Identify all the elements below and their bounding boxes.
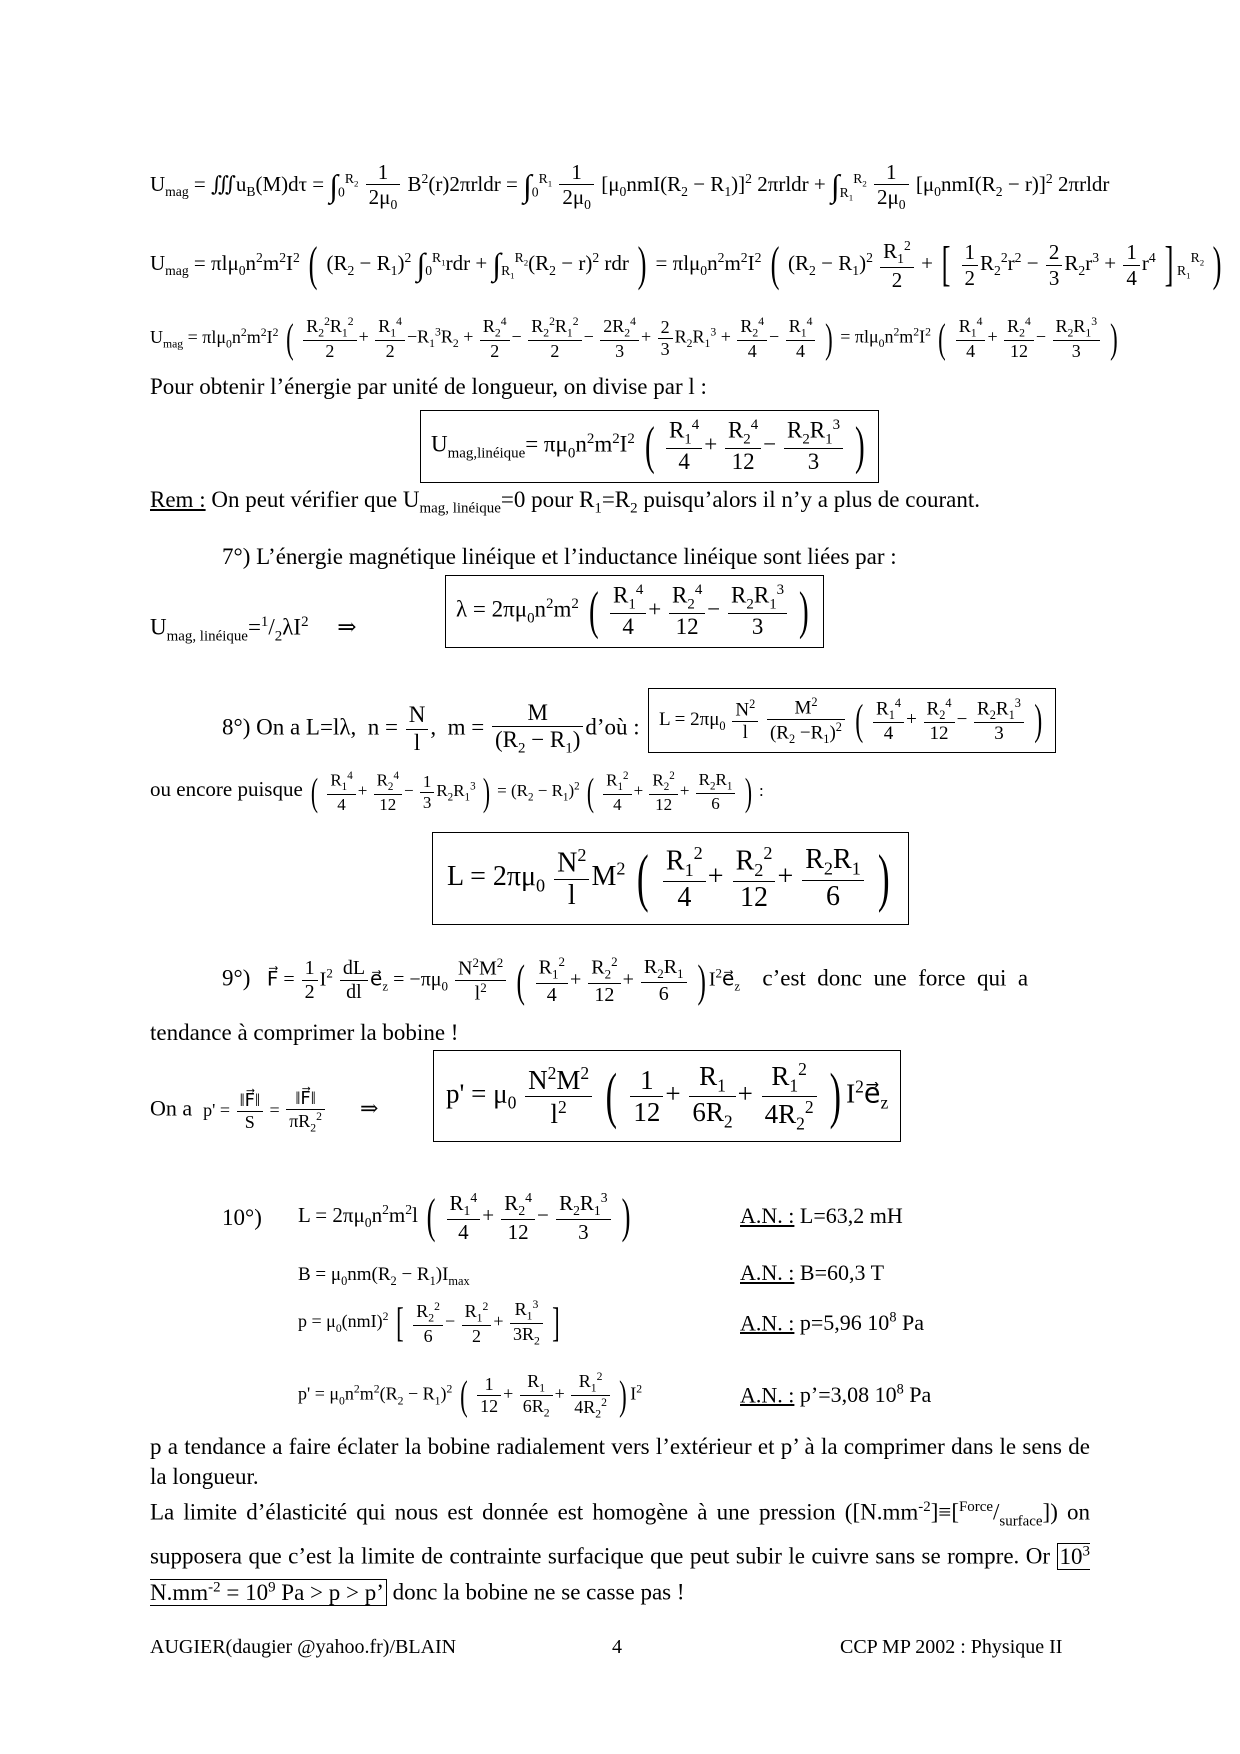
equation-umag-expanded: $U_{mag} = \pi l\mu_0n^2m^2I^2$ ( $(R_2 - R_1)^2$ $\int_0^{R_1}rdr + \int_{R_1}^{R_2}(R_2 - r)^2$ rdr ) = $\pi l\mu_0n^2m^2I^2$ ( $(R_2 - R_1)^2$ $\frac{R_1^2}{2}$ + [ $\frac{1}{2}$ $R_2^2r^2$ − $\frac{2}{3}$ $R_2r^3$ + $\frac{1}{4}$ $r^4$ ] $_{R_1}^{R_2}$ ) xyxy=(150,237,1222,292)
question-9-pressure-def: On a p' = $\frac{‖F⃗‖}{S}$ = $\frac{‖F⃗‖}{\pi R_2^2}$ ⇒ xyxy=(150,1088,379,1135)
question-9-conclusion: tendance à comprimer la bobine ! xyxy=(150,1020,459,1045)
question-10-label: 10°) xyxy=(222,1205,262,1230)
question-7-relation: $U_{mag, linéique}=^1/_2\lambda I^2$ ⇒ xyxy=(150,614,357,645)
question-7-heading: 7°) L’énergie magnétique linéique et l’inductance linéique sont liées par : xyxy=(222,544,897,569)
footer-author: AUGIER(daugier @yahoo.fr)/BLAIN xyxy=(150,1636,457,1658)
an-L: A.N. : L=63,2 mH xyxy=(740,1203,903,1228)
paragraph-conclusion-2: La limite d’élasticité qui nous est donnée est homogène à une pression $([N.mm^{-2}]\equiv[^{Force}/_{surface}])$ on supposera que c’est la limite de contrainte surfacique que peut subir le cuivre sans se rompre. Or $10^3$ $N.mm^{-2} = 10^9$ Pa > p > p’ donc la bobine ne se casse pas ! xyxy=(150,1499,1090,1605)
footer-page-number: 4 xyxy=(612,1636,622,1658)
question-8-line: 8°) On a L=lλ, n = $\frac{N}{l}$ , m = $\frac{M}{(R_2 - R_1)}$ d’où : xyxy=(222,700,640,758)
remark-line xyxy=(150,485,1090,524)
boxed-result-lambda: $\lambda = 2\pi\mu_0n^2m^2$ ( $\frac{R_1^4}{4}$ + $\frac{R_2^4}{12}$ − $\frac{R_2R_1^3}{3}$ ) xyxy=(445,575,824,648)
boxed-result-pprime: $p' = \mu_0$ $\frac{N^2M^2}{l^2}$ ( $\frac{1}{12}$ + $\frac{R_1}{6R_2}$ + $\frac{R_1^2}{4R_2^2}$ ) $I^2e⃗_z$ xyxy=(433,1050,901,1142)
equation-umag-result: $U_{mag} = \pi l\mu_0n^2m^2I^2$ ( $\frac{R_2^2R_1^2}{2}$ + $\frac{R_1^4}{2}$ $-R_1^3R_2$ + $\frac{R_2^4}{2}$ − $\frac{R_2^2R_1^2}{2}$ − $\frac{2R_2^4}{3}$ + $\frac{2}{3}$ $R_2R_1^3$ + $\frac{R_2^4}{4}$ − $\frac{R_1^4}{4}$ ) = $\pi l\mu_0n^2m^2I^2$ ( $\frac{R_1^4}{4}$ + $\frac{R_2^4}{12}$ − $\frac{R_2R_1^3}{3}$ ) xyxy=(150,314,1118,362)
paragraph-conclusion-1: p a tendance a faire éclater la bobine radialement vers l’extérieur et p’ à la comprimer dans le sens de la longueur. xyxy=(150,1434,1090,1489)
q10-formula-B: $B = \mu_0nm(R_2 - R_1)I_{max}$ xyxy=(298,1264,470,1288)
paragraph-energy-per-length: Pour obtenir l’énergie par unité de longueur, on divise par l : xyxy=(150,374,707,399)
an-pprime: A.N. : p’=3,08 $10^8$ Pa xyxy=(740,1382,932,1408)
an-p: A.N. : p=5,96 $10^8$ Pa xyxy=(740,1310,924,1336)
boxed-result-L-1: $L = 2\pi\mu_0$ $\frac{N^2}{l}$ $\frac{M^2}{(R_2 -R_1)^2}$ ( $\frac{R_1^4}{4}$ + $\frac{R_2^4}{12}$ − $\frac{R_2R_1^3}{3}$ ) xyxy=(648,688,1056,753)
equation-umag-integral: $U_{mag}$ = $∭u_B(M)d\tau = \int_0^{R_2}$ $\frac{1}{2\mu_0}$ $B^2(r)2\pi rldr = \int_0^{R_1}$ $\frac{1}{2\mu_0}$ $[\mu_0nmI(R_2 - R_1)]^2$ 2πrldr + $\int_{R_1}^{R_2}$ $\frac{1}{2\mu_0}$ $[\mu_0nmI(R_2 - r)]^2$ 2πrldr xyxy=(150,160,1110,213)
question-8-identity: ou encore puisque ( $\frac{R_1^4}{4}$ + $\frac{R_2^4}{12}$ − $\frac{1}{3}$ $R_2R_1^3$ ) = $(R_2 - R_1)^2$ ( $\frac{R_1^2}{4}$ + $\frac{R_2^2}{12}$ + $\frac{R_2R_1}{6}$ ) : xyxy=(150,770,764,814)
remark-text: On peut vérifier que $U_{mag, linéique}=0$ pour $R_1=R_2$ puisqu’alors il n’y a plus de courant. xyxy=(211,487,980,517)
an-B: A.N. : B=60,3 T xyxy=(740,1260,885,1285)
boxed-result-umag-lineique: $U_{mag,linéique}= \pi\mu_0n^2m^2I^2$ ( $\frac{R_1^4}{4}$ + $\frac{R_2^4}{12}$ − $\frac{R_2R_1^3}{3}$ ) xyxy=(420,410,879,483)
q10-formula-L: $L = 2\pi\mu_0n^2m^2l$ ( $\frac{R_1^4}{4}$ + $\frac{R_2^4}{12}$ − $\frac{R_2R_1^3}{3}$ ) xyxy=(298,1189,631,1244)
q10-formula-pprime: $p' = \mu_0n^2m^2(R_2 - R_1)^2$ ( $\frac{1}{12}$ + $\frac{R_1}{6R_2}$ + $\frac{R_1^2}{4R_2^2}$ ) $I^2$ xyxy=(298,1370,643,1421)
boxed-result-L-2: $L = 2\pi\mu_0$ $\frac{N^2}{l}$ $M^2$ ( $\frac{R_1^2}{4}$ + $\frac{R_2^2}{12}$ + $\frac{R_2R_1}{6}$ ) xyxy=(432,832,909,925)
question-9-force: 9°) F⃗ = $\frac{1}{2}$ $I^2$ $\frac{dL}{dl}$ $e⃗_z = -\pi\mu_0$ $\frac{N^2M^2}{l^2}$ ( $\frac{R_1^2}{4}$ + $\frac{R_2^2}{12}$ + $\frac{R_2R_1}{6}$ ) $I^2e⃗_z$ c’est donc une force qui a xyxy=(222,954,1029,1006)
q10-formula-p: $p = \mu_0(nmI)^2$ [ $\frac{R_2^2}{6}$ − $\frac{R_1^2}{2}$ + $\frac{R_1^3}{3R_2}$ ] xyxy=(298,1298,561,1348)
remark-label: Rem : xyxy=(150,487,206,512)
footer-exam-title: CCP MP 2002 : Physique II xyxy=(840,1636,1063,1658)
